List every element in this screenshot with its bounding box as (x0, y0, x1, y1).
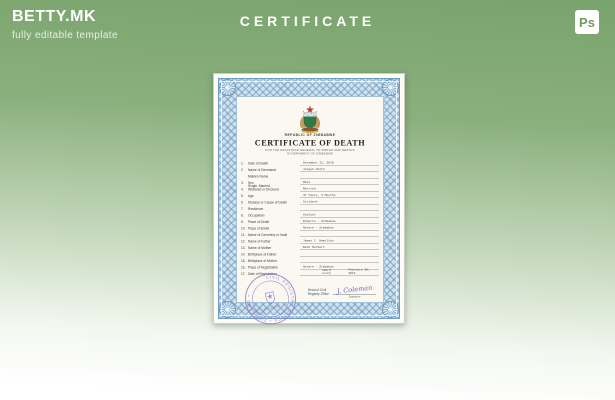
poster-title: CERTIFICATE (239, 13, 376, 29)
row-fill-line (300, 226, 379, 231)
row-label (248, 194, 300, 198)
row-number: 11. (241, 233, 246, 237)
cert-row (241, 250, 379, 257)
signature-label: Signature (348, 295, 361, 299)
row-value: James C. Hamilton (303, 239, 334, 243)
row-label (248, 162, 300, 166)
row-label (248, 233, 300, 237)
row-label (248, 201, 300, 205)
row-label-line1: Date of Death (248, 161, 269, 166)
corner-rosette (382, 79, 399, 96)
row-number: 3. (241, 181, 244, 185)
cert-row (241, 205, 379, 212)
row-fill-line (300, 187, 379, 192)
row-fill-line (300, 161, 379, 166)
row-number: 12. (241, 240, 246, 244)
row-number: 13. (241, 246, 246, 250)
cert-row (241, 224, 379, 231)
row-value: 47 Years, 3 Months (303, 193, 336, 197)
row-fill-line (300, 200, 379, 205)
row-number: 5. (241, 194, 244, 198)
row-fill-line (300, 168, 379, 173)
row-label (248, 207, 300, 211)
cert-row (241, 257, 379, 264)
certificate-body (236, 96, 384, 324)
certificate-subtitle-1: FOR THE REGISTRAR GENERAL OF BIRTHS AND DEATHS (265, 148, 355, 152)
row-fill-line (300, 246, 379, 251)
row-value: Beth Herbert (303, 245, 325, 249)
certificate-subtitle-2: GOVERNMENT OF ZIMBABWE (286, 152, 334, 156)
cert-row (241, 218, 379, 225)
row-label-line1: Disease or Cause of Death (248, 200, 288, 205)
row-number: 9. (241, 220, 244, 224)
row-number: 1. (241, 162, 244, 166)
row-label (248, 214, 300, 218)
certificate-document (213, 73, 405, 324)
row-label-line2: Widowed or Divorced (248, 187, 279, 192)
row-number: 10. (241, 227, 246, 231)
row-label-line1: Name of Mother (248, 246, 272, 250)
row-value: Harare - Zimbabwe (303, 265, 334, 269)
row-label-line1: Single, Married, (248, 184, 271, 188)
officer-title-line1: Head of Civil (307, 288, 327, 292)
cert-row (241, 166, 379, 173)
brand-logo: BETTY.MK (12, 8, 96, 25)
row-value: Harare - Zimbabwe (303, 226, 334, 230)
row-fill-line (300, 194, 379, 199)
row-fill-line (300, 181, 379, 186)
officer-title (308, 288, 329, 298)
row-value: December 31, 2016 (303, 161, 334, 165)
corner-rosette (219, 79, 236, 96)
row-fill-line (300, 236, 379, 237)
registry-stamp (238, 266, 303, 331)
row-fill-line (300, 262, 379, 263)
row-number: 17. (241, 272, 246, 276)
row-value: Analyst (303, 213, 316, 217)
row-label (248, 175, 300, 179)
row-label-line1: Birthplace of Mother (248, 259, 278, 263)
row-label (248, 240, 300, 244)
row-label-line1: Residence (248, 207, 264, 211)
row-number: 7. (241, 207, 244, 211)
cert-row (241, 237, 379, 244)
cert-row (241, 159, 379, 166)
row-number: 8. (241, 214, 244, 218)
cert-row (241, 211, 379, 218)
svg-text:CIVIL REGISTRY OFFICE • ZIMBAB (241, 270, 299, 328)
row-label-line1: Place of Registration (248, 265, 278, 270)
row-label-line1: Place of Death (248, 220, 270, 224)
row-label (248, 253, 300, 257)
row-number: 16. (241, 266, 246, 270)
signature-field (333, 285, 376, 299)
row-label (248, 227, 300, 231)
row-fill-line (300, 178, 379, 179)
officer-title-line2: Registry Office (307, 292, 329, 296)
cert-row (241, 185, 379, 192)
row-label-line1: Occupation (248, 213, 265, 218)
row-value: Joseph Smith (303, 167, 325, 171)
row-value: Married (303, 187, 316, 191)
row-note: (date of record) (322, 269, 332, 275)
row-value: Accident (303, 200, 318, 204)
cert-rows (241, 159, 379, 276)
corner-rosette (382, 301, 399, 318)
row-number: 4. (241, 188, 244, 192)
coat-of-arms (294, 105, 326, 133)
stamp-center-text: HARARE (263, 304, 282, 312)
corner-rosette (219, 301, 236, 318)
row-label-line1: Sex (248, 181, 254, 185)
row-fill-line (300, 220, 379, 225)
row-value: Male (303, 180, 311, 184)
row-fill-line (300, 256, 379, 257)
row-label-line1: Name of Father (248, 239, 271, 244)
row-label-line1: Name of Deceased (248, 168, 276, 172)
row-label-line1: Place of Burial (248, 226, 269, 231)
row-number: 2. (241, 168, 244, 172)
row-fill-line (300, 239, 379, 244)
cert-row (241, 231, 379, 238)
stamp-ring-text: CIVIL REGISTRY OFFICE • ZIMBABWE • (245, 274, 296, 324)
row-label (248, 184, 300, 191)
photoshop-icon-label: Ps (579, 14, 595, 30)
row-number: 6. (241, 201, 244, 205)
row-label-line1: Birthplace of Father (248, 252, 277, 257)
certificate-title: CERTIFICATE OF DEATH (254, 138, 366, 148)
cert-row (241, 244, 379, 251)
brand-tagline: fully editable template (12, 30, 118, 41)
row-label-line1: Name of Cemetery or Vault (248, 233, 288, 237)
cert-row (241, 192, 379, 199)
cert-row (241, 198, 379, 205)
row-label-line1: Age (248, 194, 254, 198)
row-number: 15. (241, 259, 246, 263)
row-value: Roberts - Zimbabwe (303, 219, 336, 223)
row-value: February 20, 2016 (348, 268, 370, 275)
cert-row (241, 172, 379, 179)
row-label (248, 246, 300, 250)
row-number: 14. (241, 253, 246, 257)
row-label-line1: Date of Registration (248, 272, 277, 276)
country-line: REPUBLIC OF ZIMBABWE (284, 133, 336, 137)
row-label (248, 168, 300, 172)
signature-block (308, 285, 376, 299)
signature-handwriting: J. Coleman (336, 284, 373, 296)
row-label (248, 259, 300, 263)
row-label-line1: Maiden Name (248, 174, 269, 179)
photoshop-icon (575, 10, 599, 34)
row-fill-line (300, 268, 379, 276)
row-fill-line (300, 210, 379, 211)
row-label (248, 220, 300, 224)
row-fill-line (300, 213, 379, 218)
